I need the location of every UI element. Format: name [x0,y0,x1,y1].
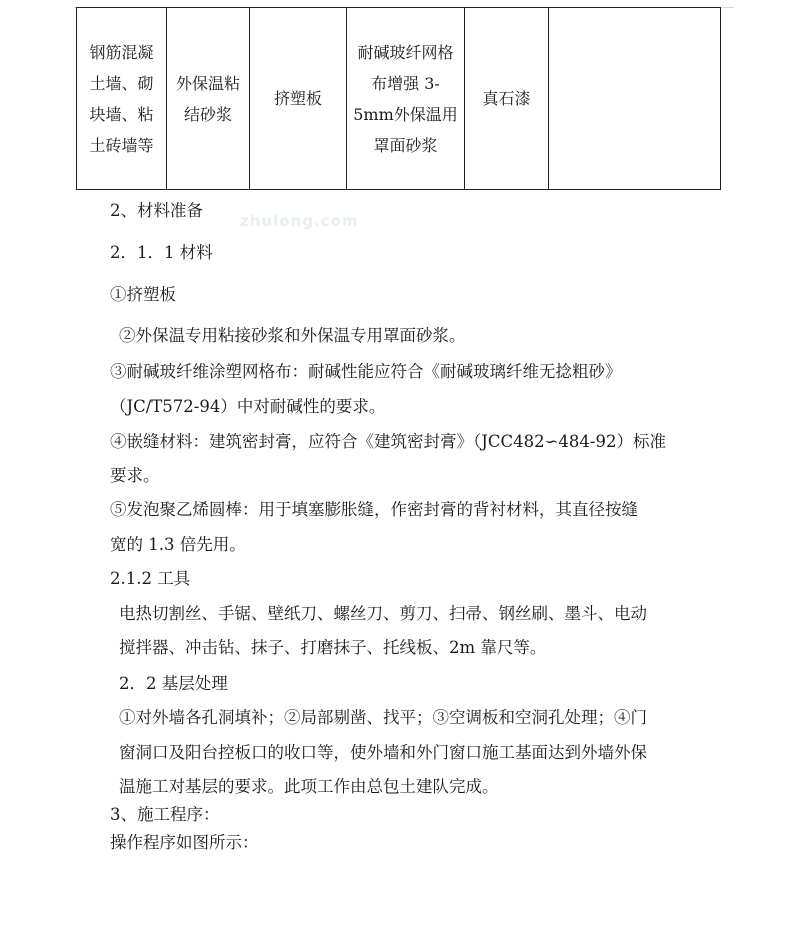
paragraph-line: 窗洞口及阳台控板口的收口等，使外墙和外门窗口施工基面达到外墙外保 [119,743,647,762]
list-item: ①挤塑板 [110,285,176,304]
paragraph-line: 搅拌器、冲击钻、抹子、打磨抹子、托线板、2m 靠尺等。 [119,638,547,657]
table-row [77,8,721,190]
table-cell-adhesive-mortar: 外保温粘结砂浆 [167,8,250,190]
watermark: zhulong.com [240,212,359,230]
table-cell-insulation-board: 挤塑板 [250,8,347,190]
heading-materials: 2、材料准备 [110,201,203,220]
table-cell-empty [549,8,721,190]
heading-procedure: 3、施工程序： [110,805,220,824]
paragraph-line: 电热切割丝、手锯、壁纸刀、螺丝刀、剪刀、扫帚、钢丝刷、墨斗、电动 [119,604,647,623]
list-item-continued: （JC/T572-94）中对耐碱性的要求。 [110,397,386,416]
subheading-tools: 2.1.2 工具 [110,569,191,588]
paragraph-line: 操作程序如图所示： [110,833,259,852]
subheading-base-treatment: 2．2 基层处理 [119,674,228,693]
table-cell-mesh-mortar: 耐碱玻纤网格布增强 3-5mm外保温用罩面砂浆 [347,8,465,190]
list-item-continued: 要求。 [110,466,160,485]
materials-table [76,7,721,190]
list-item: ②外保温专用粘接砂浆和外保温专用罩面砂浆。 [119,326,466,345]
table-cell-finish-coat: 真石漆 [465,8,549,190]
paragraph-line: 温施工对基层的要求。此项工作由总包土建队完成。 [119,777,499,796]
subheading-materials: 2．1．1 材料 [110,243,213,262]
paragraph-line: ①对外墙各孔洞填补；②局部剔凿、找平；③空调板和空洞孔处理；④门 [119,708,647,727]
table-cell-base-wall: 钢筋混凝土墙、砌块墙、粘土砖墙等 [77,8,167,190]
list-item: ⑤发泡聚乙烯圆棒：用于填塞膨胀缝，作密封膏的背衬材料，其直径按缝 [110,500,638,519]
list-item-continued: 宽的 1.3 倍先用。 [110,535,246,554]
list-item: ③耐碱玻纤维涂塑网格布：耐碱性能应符合《耐碱玻璃纤维无捻粗砂》 [110,362,622,381]
list-item: ④嵌缝材料：建筑密封膏，应符合《建筑密封膏》（JCC482∽484-92）标准 [110,432,666,451]
